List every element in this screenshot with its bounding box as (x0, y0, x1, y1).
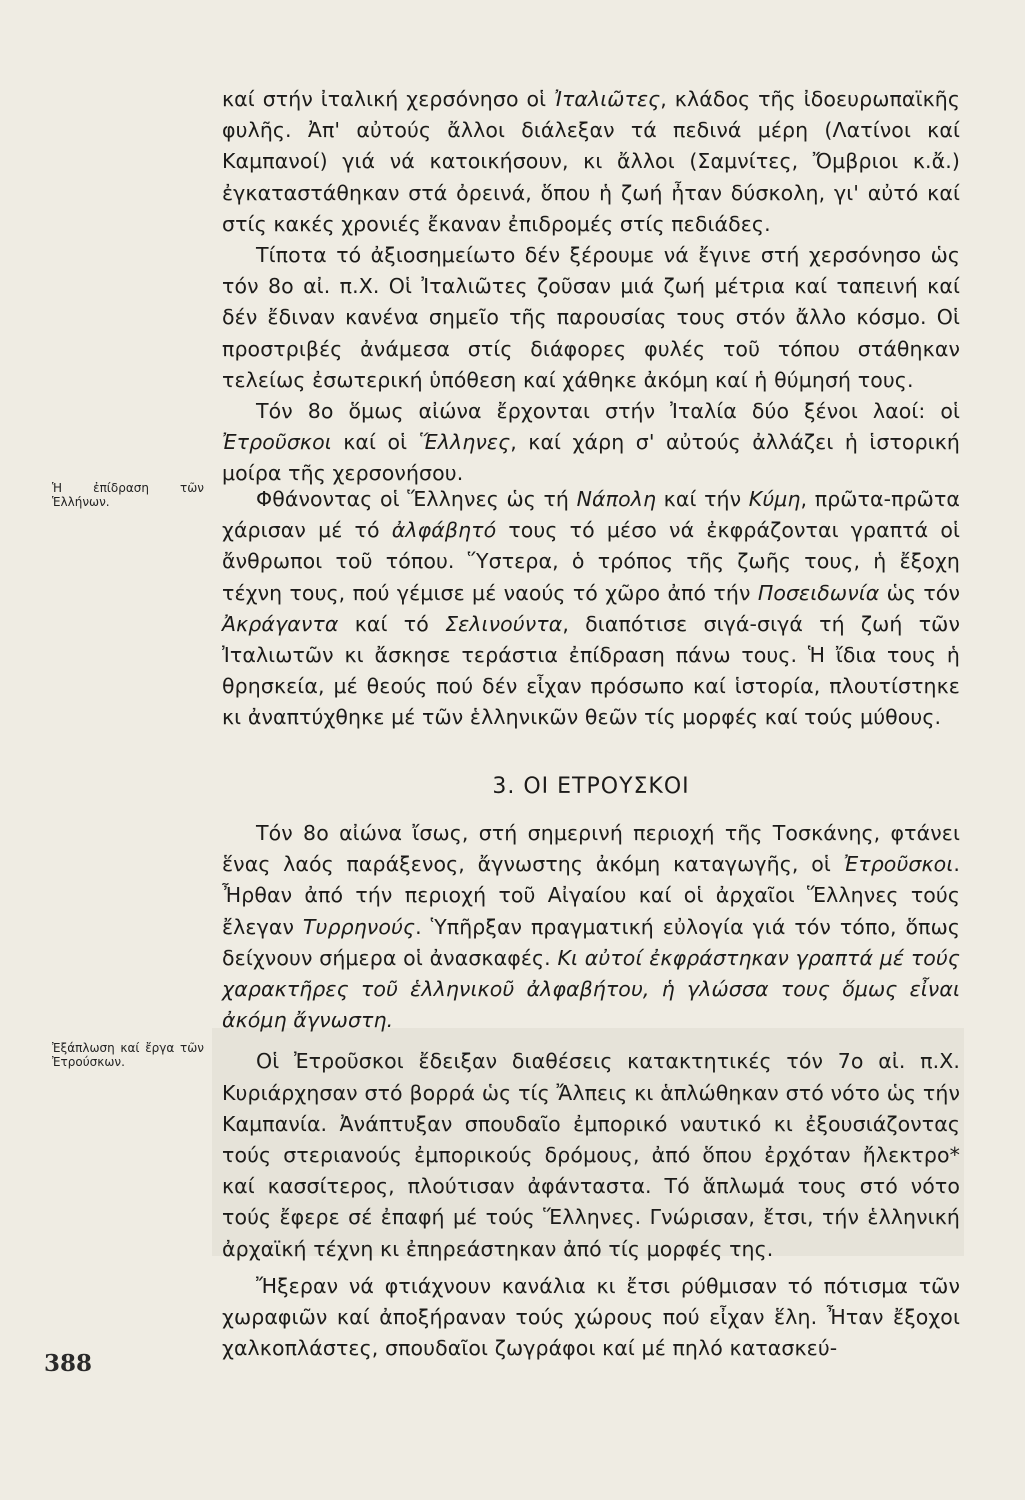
paragraph-greek-influence: Φθάνοντας οἱ Ἕλληνες ὡς τή Νάπολη καί τήν Κύμη, πρῶτα-πρῶτα χάρισαν μέ τό ἀλφάβητό τους τό μέσο νά ἐκφράζονται γραπτά οἱ ἄνθρωποι τοῦ τόπου. Ὕστερα, ὁ τρόπος τῆς ζωῆς τους, ἡ ἔξοχη τέχνη τους, πού γέμισε μέ ναούς τό χῶρο ἀπό τήν Ποσειδωνία ὡς τόν Ἀκράγαντα καί τό Σελινούντα, διαπότισε σιγά-σιγά τή ζωή τῶν Ἰταλιωτῶν κι ἄσκησε τεράστια ἐπίδραση πάνω τους. Ἡ ἴδια τους ἡ θρησκεία, μέ θεούς πού δέν εἶχαν πρόσωπο καί ἱστορία, πλουτίστηκε κι ἀναπτύχθηκε μέ τῶν ἑλληνικῶν θεῶν τίς μορφές καί τούς μύθους. (222, 487, 961, 730)
paragraph-italiotes-intro: καί στήν ἰταλική χερσόνησο οἱ Ἰταλιῶτες, κλάδος τῆς ἰδοευρωπαϊκῆς φυλῆς. Ἀπ' αὐτούς ἄλλοι διάλεξαν τά πεδινά μέρη (Λατίνοι καί Καμπανοί) γιά νά κατοικήσουν, κι ἄλλοι (Σαμνίτες, Ὄμβριοι κ.ἄ.) ἐγκαταστάθηκαν στά ὀρεινά, ὅπου ἡ ζωή ἦταν δύσκολη, γι' αὐτό καί στίς κακές χρονιές ἔκαναν ἐπιδρομές στίς πεδιάδες. (222, 87, 960, 236)
section-etruscans (222, 818, 960, 1364)
paragraph-etruscans-works: Ἤξεραν νά φτιάχνουν κανάλια κι ἔτσι ρύθμισαν τό πότισμα τῶν χωραφιῶν καί ἀποξήραναν τούς χώρους πού εἶχαν ἕλη. Ἦταν ἔξοχοι χαλκοπλάστες, σπουδαῖοι ζωγράφοι καί μέ πηλό κατασκεύ- (222, 1273, 960, 1361)
page-number: 388 (44, 1350, 93, 1377)
margin-note-greek-influence: Ἡ ἐπίδραση τῶν Ἑλλήνων. (52, 481, 204, 509)
paragraph-etruscans-expansion: Οἱ Ἐτροῦσκοι ἔδειξαν διαθέσεις κατακτητικές τόν 7ο αἰ. π.Χ. Κυριάρχησαν στό βορρά ὡς τίς Ἄλπεις κι ἁπλώθηκαν στό νότο ὡς τήν Καμπανία. Ἀνάπτυξαν σπουδαῖο ἐμπορικό ναυτικό κι ἐξουσιάζοντας τούς στεριανούς ἐμπορικούς δρόμους, ἀπό ὅπου ἐρχόταν ἤλεκτρο* καί κασσίτερος, πλούτισαν ἀφάνταστα. Τό ἅπλωμά τους στό νότο τούς ἔφερε σέ ἐπαφή μέ τούς Ἕλληνες. Γνώρισαν, ἔτσι, τήν ἑλληνική ἀρχαϊκή τέχνη κι ἐπηρεάστηκαν ἀπό τίς μορφές της. (222, 1049, 960, 1261)
paragraph-italiotes-life: Τίποτα τό ἀξιοσημείωτο δέν ξέρουμε νά ἔγινε στή χερσόνησο ὡς τόν 8ο αἰ. π.Χ. Οἱ Ἰταλιῶτες ζοῦσαν μιά ζωή μέτρια καί ταπεινή καί δέν ἔδιναν κανένα σημεῖο τῆς παρουσίας τους στόν ἄλλο κόσμο. Οἱ προστριβές ἀνάμεσα στίς διάφορες φυλές τοῦ τόπου στάθηκαν τελείως ἐσωτερική ὑπόθεση καί χάθηκε ἀκόμη καί ἡ θύμησή τους. (222, 243, 960, 392)
section-greek-influence (222, 484, 960, 734)
section-italiotes (222, 84, 960, 490)
paragraph-two-peoples: Τόν 8ο ὅμως αἰώνα ἔρχονται στήν Ἰταλία δύο ξένοι λαοί: οἱ Ἐτροῦσκοι καί οἱ Ἕλληνες, καί χάρη σ' αὐτούς ἀλλάζει ἡ ἱστορική μοίρα τῆς χερσονήσου. (222, 399, 960, 486)
paragraph-etruscans-origin: Τόν 8ο αἰώνα ἴσως, στή σημερινή περιοχή τῆς Τοσκάνης, φτάνει ἕνας λαός παράξενος, ἄγνωστης ἀκόμη καταγωγῆς, οἱ Ἐτροῦσκοι. Ἦρθαν ἀπό τήν περιοχή τοῦ Αἰγαίου καί οἱ ἀρχαῖοι Ἕλληνες τούς ἔλεγαν Τυρρηνούς. Ὑπῆρξαν πραγματική εὐλογία γιά τόν τόπο, ὅπως δείχνουν σήμερα οἱ ἀνασκαφές. Κι αὐτοί ἐκφράστηκαν γραπτά μέ τούς χαρακτῆρες τοῦ ἑλληνικοῦ ἀλφαβήτου, ἡ γλώσσα τους ὅμως εἶναι ἀκόμη ἄγνωστη. (222, 821, 961, 1033)
section-heading: 3. ΟΙ ΕΤΡΟΥΣΚΟΙ (492, 774, 690, 799)
margin-note-etruscan-expansion: Ἐξάπλωση καί ἔργα τῶν Ἐτρούσκων. (52, 1041, 204, 1069)
